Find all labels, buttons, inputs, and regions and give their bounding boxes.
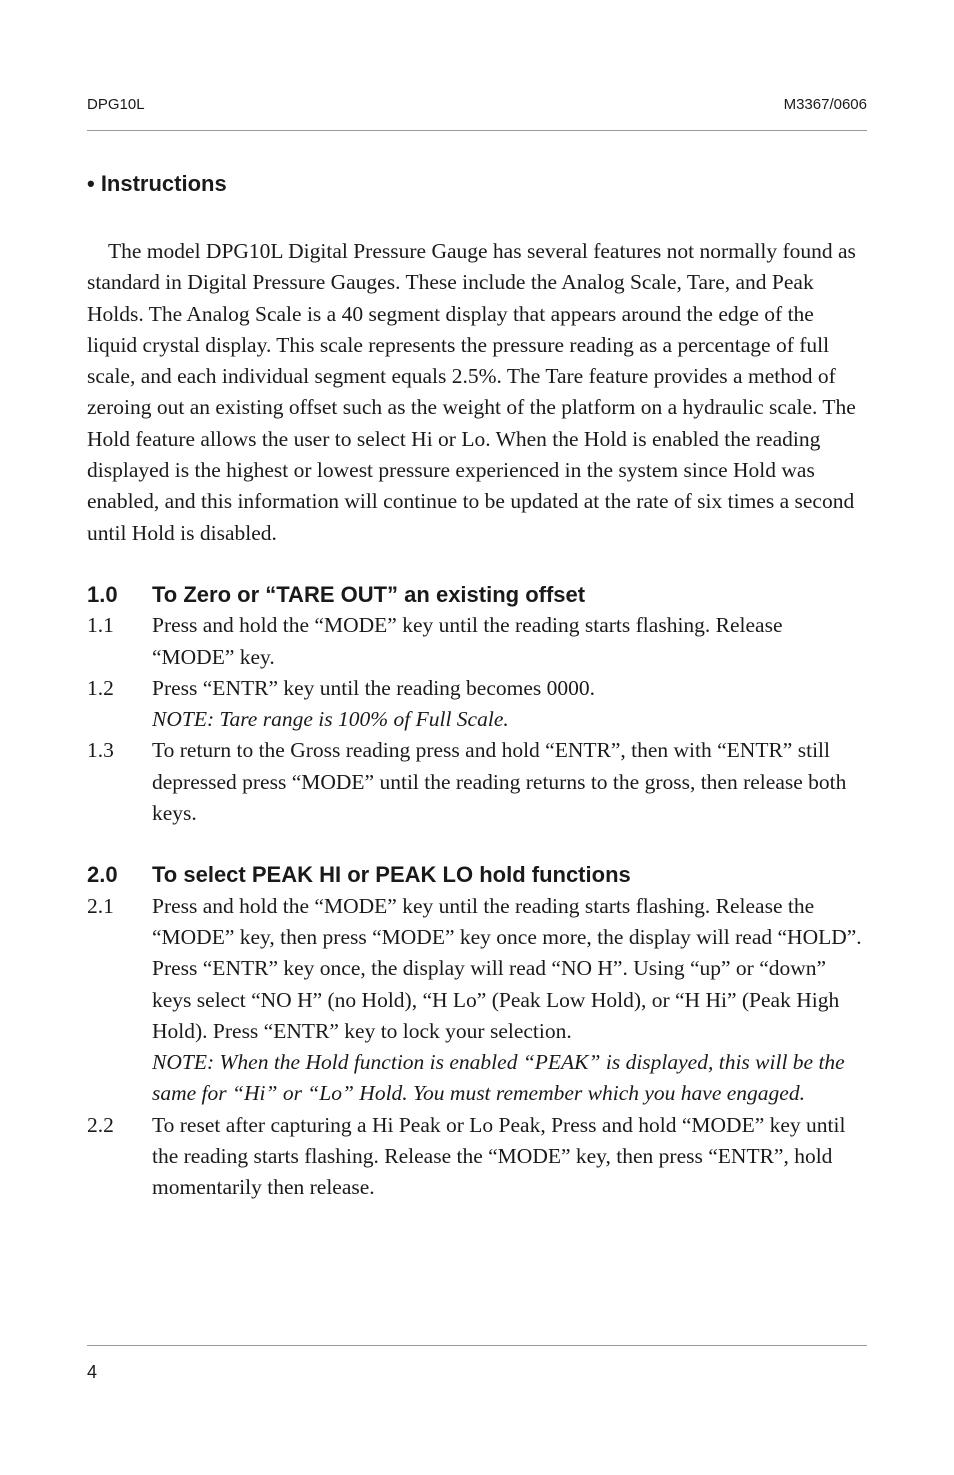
header-model: DPG10L xyxy=(87,96,145,113)
step-text: To return to the Gross reading press and hold “ENTR”, then with “ENTR” still depressed press “MODE” until the reading returns to the gross, then release both keys. xyxy=(152,738,847,826)
header-rule xyxy=(87,130,867,131)
step-1-1 xyxy=(87,610,867,673)
section-number: 2.0 xyxy=(87,862,118,888)
step-number: 2.1 xyxy=(87,893,114,918)
section-peak-hold xyxy=(87,859,867,1203)
step-text: To reset after capturing a Hi Peak or Lo Peak, Press and hold “MODE” key until the reading starts flashing. Release the “MODE” key, then press “ENTR”, hold momentarily then release. xyxy=(152,1112,846,1200)
step-text: Press and hold the “MODE” key until the reading starts flashing. Release “MODE” key. xyxy=(152,613,783,669)
section-number: 1.0 xyxy=(87,581,118,607)
instructions-title: • Instructions xyxy=(87,171,227,196)
step-2-2 xyxy=(87,1110,867,1204)
section-heading xyxy=(87,859,867,890)
step-number: 1.1 xyxy=(87,613,114,638)
page-content xyxy=(87,168,867,1204)
step-1-2 xyxy=(87,673,867,736)
step-note: NOTE: Tare range is 100% of Full Scale. xyxy=(152,707,509,732)
section-heading xyxy=(87,579,867,610)
step-text: Press “ENTR” key until the reading becomes 0000. xyxy=(152,675,596,700)
section-title: To select PEAK HI or PEAK LO hold functions xyxy=(152,862,631,888)
section-tare xyxy=(87,579,867,829)
step-number: 1.2 xyxy=(87,675,114,700)
step-number: 1.3 xyxy=(87,738,114,763)
step-number: 2.2 xyxy=(87,1112,114,1137)
step-2-1 xyxy=(87,891,867,1110)
header-doc-number: M3367/0606 xyxy=(783,96,867,113)
step-text: Press and hold the “MODE” key until the reading starts flashing. Release the “MODE” key, then press “MODE” key once more, the display will read “HOLD”. Press “ENTR” key once, the display will read “NO H”. Using “up” or “down” keys select “NO H” (no Hold), “H Lo” (Peak Low Hold), or “H Hi” (Peak High Hold). Press “ENTR” key to lock your selection. xyxy=(152,893,862,1043)
step-1-3 xyxy=(87,735,867,829)
intro-paragraph: The model DPG10L Digital Pressure Gauge has several features not normally found as standard in Digital Pressure Gauges. These include the Analog Scale, Tare, and Peak Holds. The Analog Scale is a 40 segment display that appears around the edge of the liquid crystal display. This scale represents the pressure reading as a percentage of full scale, and each individual segment equals 2.5%. The Tare feature provides a method of zeroing out an existing offset such as the weight of the platform on a hydraulic scale. The Hold feature allows the user to select Hi or Lo. When the Hold is enabled the reading displayed is the highest or lowest pressure experienced in the system since Hold was enabled, and this information will continue to be updated at the rate of six times a second until Hold is disabled. xyxy=(87,239,856,545)
running-header xyxy=(87,96,867,113)
footer-rule xyxy=(87,1345,867,1346)
section-title: To Zero or “TARE OUT” an existing offset xyxy=(152,581,586,607)
step-note: NOTE: When the Hold function is enabled “PEAK” is displayed, this will be the same for “Hi” or “Lo” Hold. You must remember which you have engaged. xyxy=(152,1050,845,1106)
page-number: 4 xyxy=(87,1362,98,1382)
